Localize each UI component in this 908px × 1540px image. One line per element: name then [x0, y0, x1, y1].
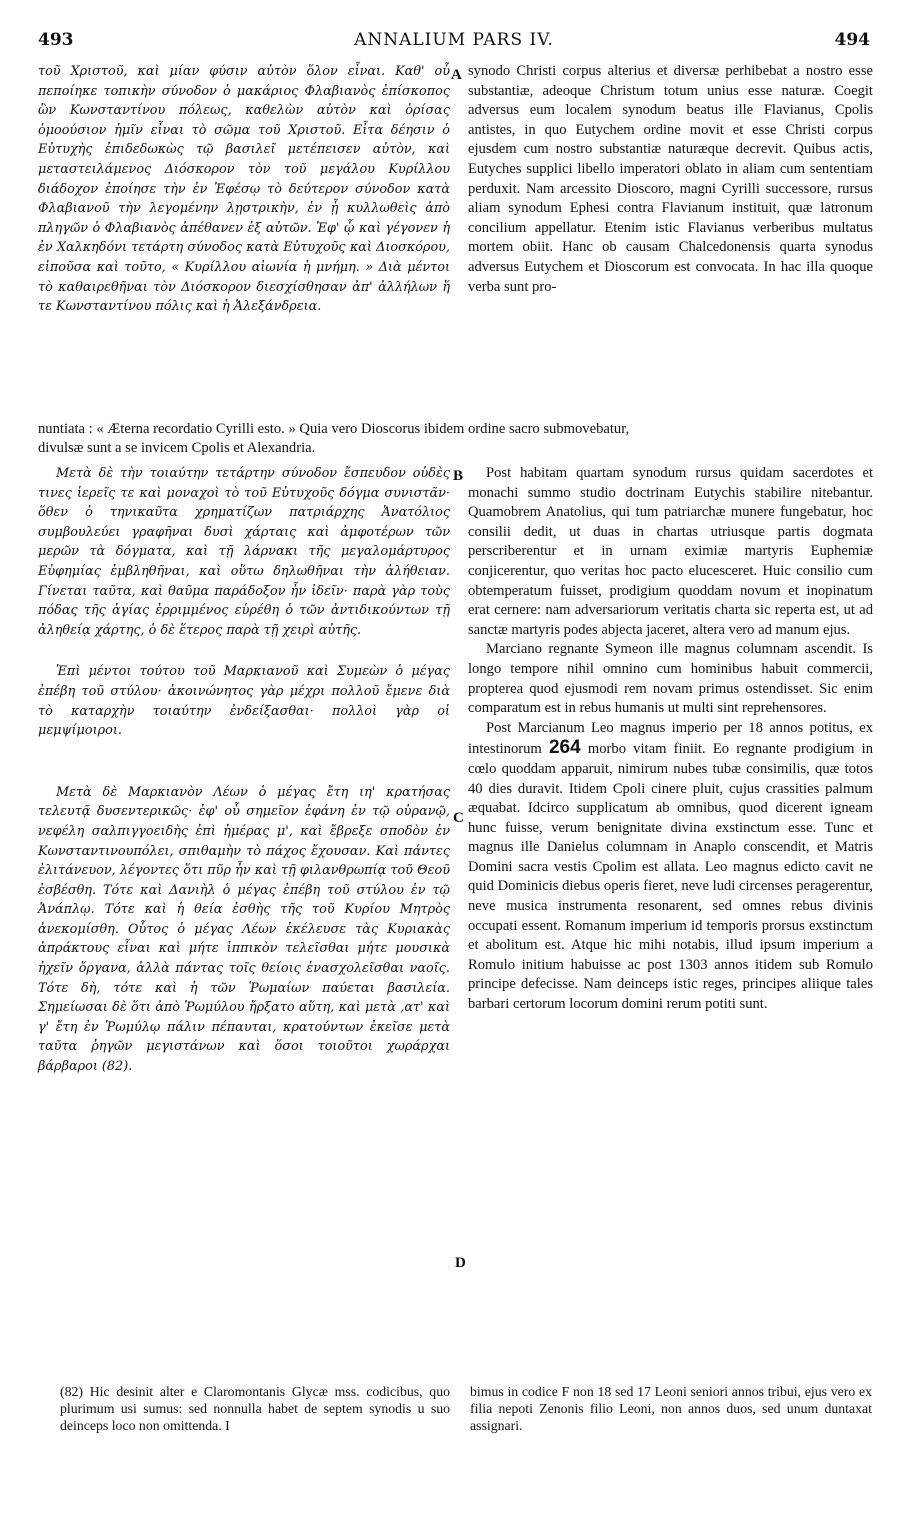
footnote-right: bimus in codice F non 18 sed 17 Leoni seniori annos tribui, ejus vero ex filia nepoti Zenonis filio Leoni, non annos duos, sed unum duntaxat assignari. [470, 1384, 872, 1433]
running-header [38, 30, 870, 52]
spanning-line-1: nuntiata : « Æterna recordatio Cyrilli esto. » Quia vero Dioscorus ibidem ordine sacro submovebatur, [38, 421, 630, 437]
latin-column-bottom [468, 464, 873, 1015]
section-marker-b: B [453, 468, 464, 484]
column-number-264: 264 [548, 737, 581, 759]
greek-column-top [38, 62, 450, 317]
greek-column-bottom [38, 464, 450, 1077]
section-marker-a: A [451, 67, 462, 83]
spanning-latin-lines [38, 420, 874, 458]
footnote-left: (82) Hic desinit alter e Claromontanis Glycæ mss. codicibus, quo plurimum usi sumus: sed nonnulla habet de septem synodis u suo deinceps loco non omittenda. I [60, 1384, 450, 1433]
greek-paragraph-3: Ἐπὶ μέντοι τούτου τοῦ Μαρκιανοῦ καὶ Συμεὼν ὁ μέγας ἐπέβη τοῦ στύλου· ἀκοινώνητος γὰρ μέχρι πολλοῦ ἔμενε διὰ τὸ καταρχὴν τοιαύτην ἐνδείξασθαι· πολλοὶ γὰρ οἱ μεμψίμοιροι. [38, 664, 450, 739]
greek-paragraph-1: τοῦ Χριστοῦ, καὶ μίαν φύσιν αὐτὸν ὅλον εἶναι. Καθ' οὗ πεποίηκε τοπικὴν σύνοδον ὁ μακάριος Φλαβιανὸς ἐπίσκοπος ὢν Κωνσταντίνου πόλεως, καθελὼν αὐτὸν καὶ ὁρίσας ὁμοούσιον ἡμῖν εἶναι τὸ σῶμα τοῦ Χριστοῦ. Εἶτα δέησιν ὁ Εὐτυχὴς ἐπιδεδωκὼς τῷ βασιλεῖ μετέπεισεν αὐτὸν, καὶ μεταστειλάμενος Διόσκορον τὸν τοῦ μεγάλου Κυρίλλου διάδοχον ἐποίησε τὴν ἐν Ἐφέσῳ τὸ δεύτερον σύνοδον κατὰ Φλαβιανοῦ τὴν λεγομένην λῃστρικὴν, ἐν ᾗ κυλλωθεὶς ἀπὸ πληγῶν ὁ Φλαβιανὸς ἀπέθανεν ἐξ αὐτῶν. Ἐφ' ᾧ καὶ γέγονεν ἡ ἐν Χαλκηδόνι τετάρτη σύνοδος κατὰ Εὐτυχοῦς καὶ Διοσκόρου, εἰποῦσα καὶ τοῦτο, « Κυρίλλου αἰωνία ἡ μνήμη. » Διὰ μέντοι τὸ καθαιρεθῆναι τὸν Διόσκορον διεσχίσθησαν ἀπ' ἀλλήλων ἥ τε Κωνσταντίνου πόλις καὶ ἡ Ἀλεξάνδρεια. [38, 64, 450, 315]
latin-paragraph-4-start: Post Marcianum Leo magnus imperio per 18 annos potitus, ex intestinorum [468, 719, 873, 758]
greek-paragraph-4: Μετὰ δὲ Μαρκιανὸν Λέων ὁ μέγας ἔτη ιη' κρατήσας τελευτᾷ δυσεντερικῶς· ἐφ' οὗ σημεῖον ἐφάνη ἐν τῷ οὐρανῷ, νεφέλη σαλπιγγοειδὴς ἐπὶ ἡμέρας μ', καὶ ἔβρεξε σποδὸν ἐν Κωνσταντινουπόλει, σπιθαμὴν τὸ πάχος ἔχουσαν. Καὶ πάντες ἐλιτάνευον, λέγοντες ὅτι πῦρ ἦν καὶ τῇ φιλανθρωπίᾳ τοῦ Θεοῦ ἐσβέσθη. Τότε καὶ Δανιὴλ ὁ μέγας ἐπέβη τοῦ στύλου ἐν τῷ Ἀνάπλῳ. Τότε καὶ ἡ θεία ἐσθὴς τῆς τοῦ Κυρίου Μητρὸς ἀνεκομίσθη. Οὗτος ὁ μέγας Λέων ἐκέλευσε τὰς Κυριακὰς ἀπράκτους εἶναι καὶ μήτε ἱππικὸν τελεῖσθαι μήτε μουσικὰ ἠχεῖν ὄργανα, ἀλλὰ πάντας τοῖς θείοις ἐνασχολεῖσθαι ναοῖς. Τότε δὴ, τότε καὶ ἡ τῶν Ῥωμαίων παύεται βασιλεία. Σημείωσαι δὲ ὅτι ἀπὸ Ῥωμύλου ἤρξατο αὕτη, καὶ μετὰ ,ατ' καὶ γ' ἔτη ἐν Ῥωμύλῳ πάλιν πέπαυται, κρατούντων ἐκεῖσε μετὰ ταῦτα ῥηγῶν μεγιστάνων καὶ ὅσοι τοιοῦτοι χωράρχαι βάρβαροι (82). [38, 784, 450, 1075]
section-marker-c: C [453, 810, 464, 826]
latin-column-top [468, 62, 873, 297]
page-number-left: 493 [38, 30, 74, 50]
greek-paragraph-2: Μετὰ δὲ τὴν τοιαύτην τετάρτην σύνοδον ἔσπευδον οὐδὲς τινες ἱερεῖς τε καὶ μοναχοὶ τὸ τοῦ Εὐτυχοῦς δόγμα συνιστᾶν· ὅθεν ὁ τηνικαῦτα χρηματίζων πατριάρχης Ἀνατόλιος συμβουλεύει γραφῆναι δυσὶ χάρταις καὶ ἀμφοτέρων τῶν μερῶν τὰ δόγματα, καὶ τῇ λάρνακι τῆς μεγαλομάρτυρος Εὐφημίας ἐμβληθῆναι, καὶ οὕτω δηλωθῆναι τὴν ἀλήθειαν. Γίνεται ταῦτα, καὶ θαῦμα παράδοξον ἦν ἰδεῖν· παρὰ γὰρ τοὺς πόδας τῆς ἁγίας ἐρριμμένος εὑρέθη ὁ τῶν ἀντιδικούντων τῇ ἀληθείᾳ χάρτης, ὁ δὲ ἕτερος παρὰ τῇ χειρὶ αὐτῆς. [38, 466, 450, 638]
page-number-right: 494 [834, 30, 870, 50]
running-title: ANNALIUM PARS IV. [354, 30, 554, 50]
spanning-line-2: divulsæ sunt a se invicem Cpolis et Alexandria. [38, 440, 316, 456]
latin-paragraph-1: synodo Christi corpus alterius et diversæ perhibebat a nostro esse substantiæ, adeoque Christum totum unius esse naturæ. Coegit adversus eum localem synodum beatus ille Flavianus, Cpolis antistes, in quo Eutychem ordine movit et esse Christi corpus ejusdem cum nostro substantiæ naturæque decrevit. Quibus actis, Eutyches supplici libello imperatori oblato in aliam cum sententiam perduxit. Nam arcessito Dioscoro, magni Cyrilli successore, rursus aliam synodum Ephesi contra Flavianum instituit, quæ latronum concilium appellatur. Etenim istic Flavianus verberibus multatus mortem obiit. Hanc ob causam Chalcedonensis quarta synodus adversus Eutychem et Dioscorum est convocata. In hac illa quoque verba sunt pro- [468, 63, 873, 295]
latin-paragraph-4 [468, 719, 873, 1015]
latin-paragraph-2: Post habitam quartam synodum rursus quidam sacerdotes et monachi summo studio doctrinam Eutychis stabilire nitebantur. Quamobrem Anatolius, qui tum patriarchæ munere fungebatur, hoc consilii dedit, ut duas in chartas utriusque partis dogmata perscriberentur et in urnam eximiæ martyris Euphemiæ conjicerentur, quo veritas hoc pacto elucesceret. Huic consilio cum obtemperatum fuisset, prodigium quoddam novum et inopinatum erat cernere: nam adversariorum veritatis charta sic reperta est, ut ad sanctæ martyris podes abjecta jaceret, altera vero ad manum ejus. [468, 465, 873, 638]
latin-paragraph-4-rest: morbo vitam finiit. Eo regnante prodigium in cœlo quoddam apparuit, nimirum nubes tubæ consimilis, quæ totos 40 dies duravit. Itidem Cpoli cinere pluit, cujus crassities palmum æquabat. Idcirco supplicatum ab omnibus, quod dicerent igneam hunc fuisse, verum benignitate divina exstinctum esse. Tunc et magnus ille Danielus columnam in Anaplo conscendit, et Matris Domini sacra vestis Cpolim est allata. Leo magnus edicto cavit ne quid Dominicis diebus operis fieret, neve ludi circenses peragerentur, neve musica instrumenta resonarent, sed omnes rebus divinis occupati essent. Romanum imperium id temporis prorsus exstinctum et abolitum est. Atque hic mihi notabis, illud ipsum imperium a Romulo initium habuisse ac post 1303 annos itidem sub Romulo principe defecisse. Nam deinceps istic reges, principes aliique tales barbari certorum locorum domini rerum potiti sunt. [468, 741, 874, 1013]
latin-paragraph-3: Marciano regnante Symeon ille magnus columnam ascendit. Is longo tempore nihil omnino cum hominibus habuit commercii, propterea quod ejusmodi rem novam primus ostendisset. Sic enim comparatum est in rebus humanis ut multi sint reprehensores. [468, 641, 873, 717]
section-marker-d: D [455, 1255, 466, 1271]
